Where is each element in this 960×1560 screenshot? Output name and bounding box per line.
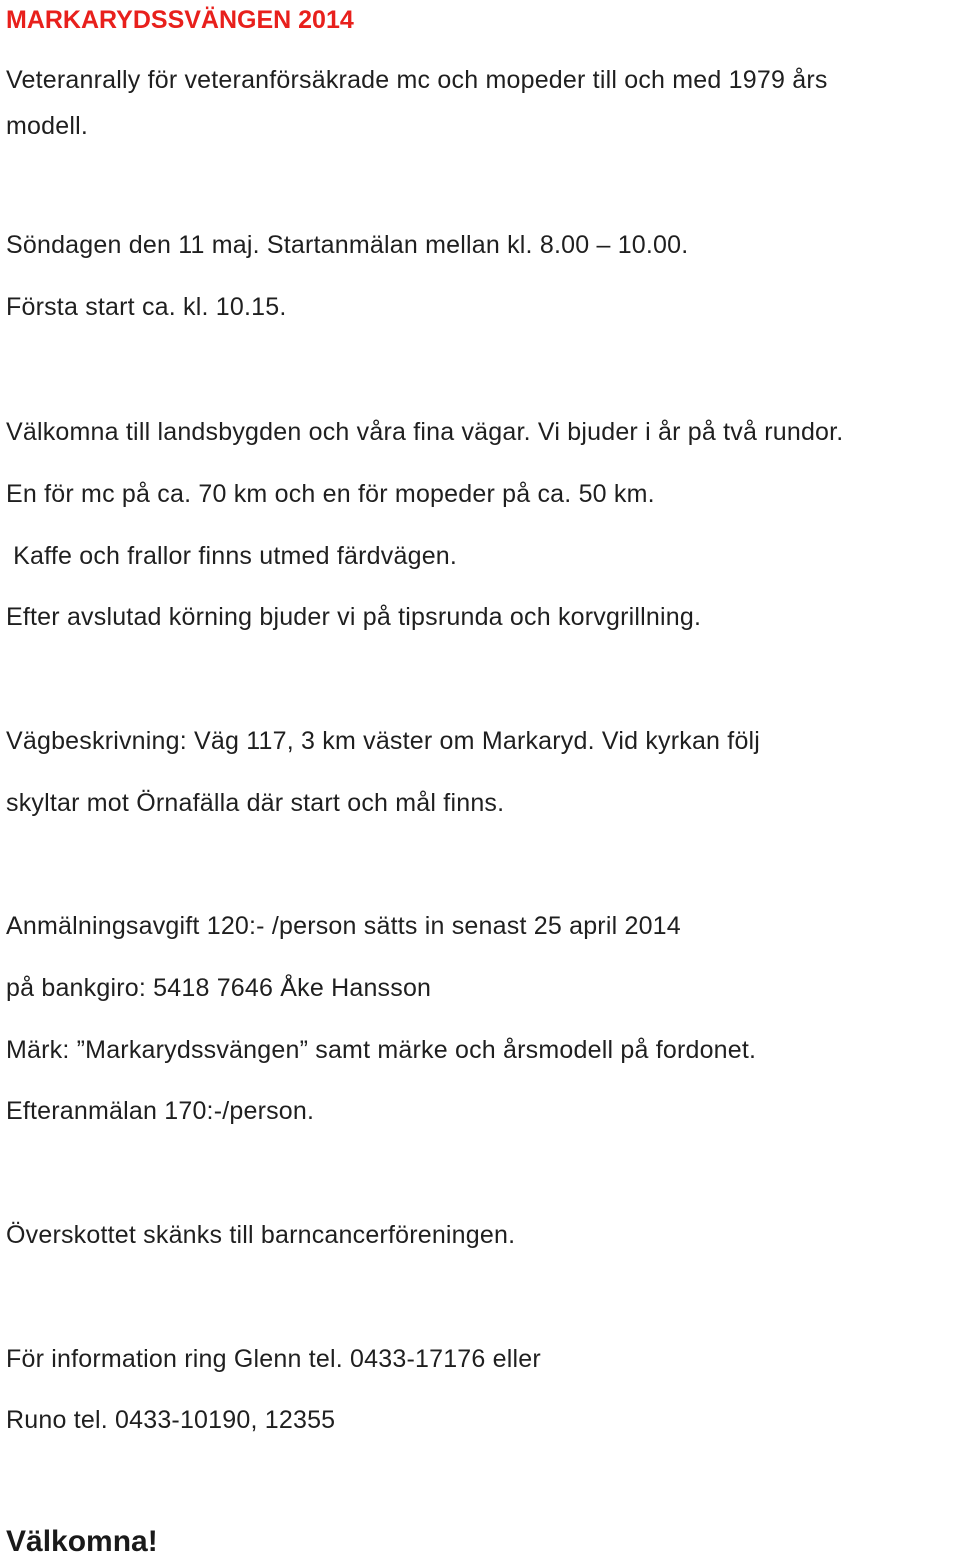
- registration-line-3: Märk: ”Markarydssvängen” samt märke och årsmodell på fordonet.: [6, 1036, 757, 1064]
- registration-line-2: på bankgiro: 5418 7646 Åke Hansson: [6, 974, 432, 1002]
- routes-line-3: Kaffe och frallor finns utmed färdvägen.: [6, 542, 458, 570]
- contact-line-2: Runo tel. 0433-10190, 12355: [6, 1406, 336, 1434]
- routes-line-1: Välkomna till landsbygden och våra fina vägar. Vi bjuder i år på två rundor.: [6, 418, 844, 446]
- intro-line-1: Veteranrally för veteranförsäkrade mc och mopeder till och med 1979 års: [6, 66, 828, 94]
- directions-line-1: Vägbeskrivning: Väg 117, 3 km väster om Markaryd. Vid kyrkan följ: [6, 727, 761, 755]
- page-title: MARKARYDSSVÄNGEN 2014: [6, 6, 354, 34]
- routes-line-2: En för mc på ca. 70 km och en för mopeder på ca. 50 km.: [6, 480, 655, 508]
- schedule-line-1: Söndagen den 11 maj. Startanmälan mellan kl. 8.00 – 10.00.: [6, 231, 689, 259]
- charity-text: Överskottet skänks till barncancerföreningen.: [6, 1221, 516, 1249]
- closing-greeting: Välkomna!: [6, 1525, 158, 1558]
- directions-line-2: skyltar mot Örnafälla där start och mål finns.: [6, 789, 505, 817]
- intro-line-2: modell.: [6, 112, 88, 140]
- registration-line-4: Efteranmälan 170:-/person.: [6, 1097, 315, 1125]
- routes-line-4: Efter avslutad körning bjuder vi på tipsrunda och korvgrillning.: [6, 603, 702, 631]
- registration-line-1: Anmälningsavgift 120:- /person sätts in senast 25 april 2014: [6, 912, 681, 940]
- contact-line-1: För information ring Glenn tel. 0433-17176 eller: [6, 1345, 541, 1373]
- schedule-line-2: Första start ca. kl. 10.15.: [6, 293, 287, 321]
